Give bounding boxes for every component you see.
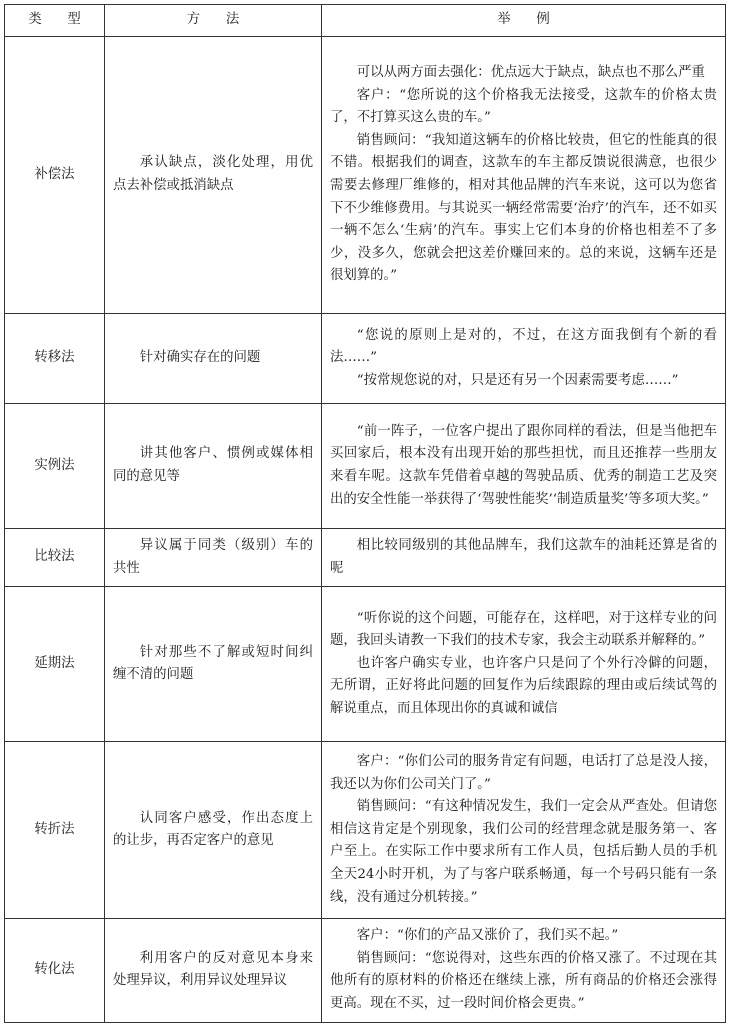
table-row [5,587,726,742]
row-type: 转折法 [5,742,105,919]
row-example [322,314,726,404]
row-example [322,37,726,314]
example-paragraph: 销售顾问：“您说得对，这些东西的价格又涨了。不过现在其他所有的原材料的价格还在继续上涨，所有商品的价格还会涨得更高。现在不买，过一段时间价格会更贵。” [330,950,717,1011]
table-row [5,404,726,529]
row-example [322,587,726,742]
row-type: 转移法 [5,314,105,404]
row-method [105,529,322,587]
header-method: 方 法 [105,5,322,37]
row-method [105,314,322,404]
row-type: 比较法 [5,529,105,587]
method-text: 承认缺点，淡化处理，用优点去补偿或抵消缺点 [113,155,313,193]
method-text: 认同客户感受，作出态度上的让步，再否定客户的意见 [113,810,313,849]
row-type: 实例法 [5,404,105,529]
example-paragraph: “按常规您说的对，只是还有另一个因素需要考虑……” [356,372,679,388]
example-paragraph: “听你说的这个问题，可能存在，这样吧，对于这样专业的问题，我回头请教一下我们的技术专家，我会主动联系并解释的。” [330,610,717,649]
example-paragraph: 销售顾问：“我知道这辆车的价格比较贵，但它的性能真的很不错。根据我们的调查，这款车的车主都反馈说很满意，也很少需要去修理厂维修的，相对其他品牌的汽车来说，这可以为您省下不少维修费用。与其说买一辆经常需要‘治疗’的汽车，还不如买一辆不怎么‘生病’的汽车。事实上它们本身的价格也相差不了多少，没多久，您就会把这差价赚回来的。总的来说，这辆车还是很划算的。” [330,132,717,284]
example-paragraph: 客户：“您所说的这个价格我无法接受，这款车的价格太贵了，不打算买这么贵的车。” [330,87,717,126]
header-example: 举 例 [322,5,726,37]
example-paragraph: “您说的原则上是对的，不过，在这方面我倒有个新的看法……” [330,327,717,366]
row-method [105,404,322,529]
row-type: 转化法 [5,919,105,1022]
row-type: 补偿法 [5,37,105,314]
method-text: 异议属于同类（级别）车的共性 [113,538,313,576]
row-method [105,587,322,742]
example-paragraph: 客户：“你们的产品又涨价了，我们买不起。” [356,928,619,944]
example-paragraph: “前一阵子，一位客户提出了跟你同样的看法，但是当他把车买回家后，根本没有出现开始的那些担忧，而且还推荐一些朋友来看车呢。这款车凭借着卓越的驾驶品质、优秀的制造工艺及突出的安全性能一举获得了‘驾驶性能奖’‘制造质量奖’等多项大奖。” [330,423,717,507]
row-method [105,919,322,1022]
row-method [105,742,322,919]
table-row [5,314,726,404]
header-type: 类 型 [5,5,105,37]
table-row [5,529,726,587]
method-text: 讲其他客户、惯例或媒体相同的意见等 [113,446,313,484]
method-text: 针对确实存在的问题 [139,350,261,366]
table-row [5,37,726,314]
row-type: 延期法 [5,587,105,742]
example-paragraph: 可以从两方面去强化：优点远大于缺点，缺点也不那么严重 [356,65,705,81]
method-text: 针对那些不了解或短时间纠缠不清的问题 [113,644,313,683]
row-method [105,37,322,314]
table-header-row [5,5,726,37]
row-example [322,742,726,919]
row-example [322,404,726,529]
example-paragraph: 相比较同级别的其他品牌车，我们这款车的油耗还算是省的呢 [330,538,717,576]
example-paragraph: 销售顾问：“有这种情况发生，我们一定会从严查处。但请您相信这肯定是个别现象，我们公司的经营理念就是服务第一、客户至上。在实际工作中要求所有工作人员，包括后勤人员的手机全天24小时开机，为了与客户联系畅通，每一个号码只能有一条线，没有通过分机转接。” [330,799,717,905]
objection-methods-table [4,4,726,1023]
table-row [5,742,726,919]
example-paragraph: 客户：“你们公司的服务肯定有问题，电话打了总是没人接，我还以为你们公司关门了。” [330,754,717,792]
table-row [5,919,726,1022]
row-example [322,919,726,1022]
example-paragraph: 也许客户确实专业，也许客户只是问了个外行冷僻的问题，无所谓，正好将此问题的回复作为后续跟踪的理由或后续试驾的解说重点，而且体现出你的真诚和诚信 [330,655,717,717]
method-text: 利用客户的反对意见本身来处理异议，利用异议处理异议 [113,950,313,989]
row-example [322,529,726,587]
